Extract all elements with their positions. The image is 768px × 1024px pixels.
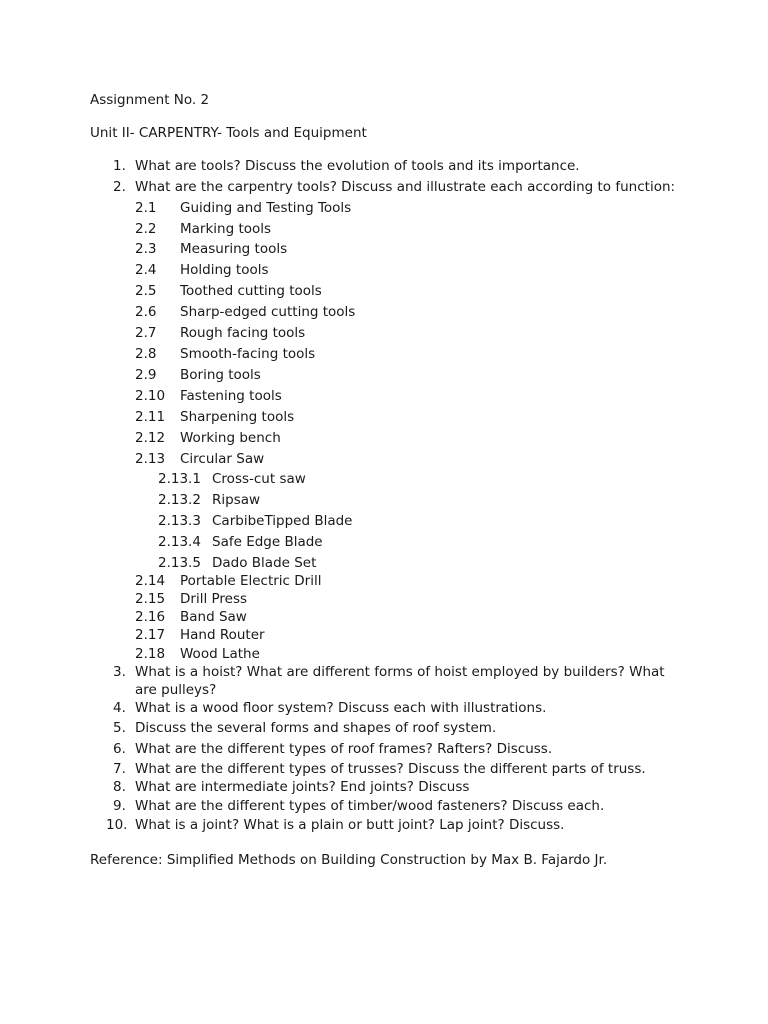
item-number: 10. (106, 817, 128, 833)
item-number: 1. (113, 158, 126, 174)
item-number: 2.10 (135, 388, 166, 404)
item-number: 2.16 (135, 609, 166, 625)
item-text: Holding tools (180, 262, 269, 278)
item-number: 2. (113, 179, 126, 195)
item-number: 2.5 (135, 283, 157, 299)
item-text: Working bench (180, 430, 281, 446)
item-number: 2.3 (135, 241, 157, 257)
list-item-continuation: are pulleys? (135, 682, 217, 698)
item-number: 2.15 (135, 591, 166, 607)
item-text: Fastening tools (180, 388, 282, 404)
item-number: 2.11 (135, 409, 166, 425)
item-number: 2.13.3 (158, 513, 201, 529)
item-text: What is a hoist? What are different forms of hoist employed by builders? What (135, 664, 665, 680)
item-number: 2.18 (135, 646, 166, 662)
item-number: 2.8 (135, 346, 157, 362)
item-number: 2.12 (135, 430, 166, 446)
item-number: 2.13 (135, 451, 166, 467)
item-text: What are tools? Discuss the evolution of tools and its importance. (135, 158, 580, 174)
item-text: Toothed cutting tools (180, 283, 322, 299)
item-number: 2.6 (135, 304, 157, 320)
item-number: 2.13.4 (158, 534, 201, 550)
item-number: 4. (113, 700, 126, 716)
item-number: 8. (113, 779, 126, 795)
item-number: 2.13.1 (158, 471, 201, 487)
item-number: 2.9 (135, 367, 157, 383)
item-text: What are the different types of timber/wood fasteners? Discuss each. (135, 798, 605, 814)
item-text: Drill Press (180, 591, 248, 607)
item-text: Portable Electric Drill (180, 573, 322, 589)
item-text: Circular Saw (180, 451, 265, 467)
item-text: Wood Lathe (180, 646, 260, 662)
assignment-title: Assignment No. 2 (90, 92, 210, 108)
item-number: 2.17 (135, 627, 166, 643)
item-text: Dado Blade Set (212, 555, 317, 571)
unit-title: Unit II- CARPENTRY- Tools and Equipment (90, 125, 367, 141)
item-text: Rough facing tools (180, 325, 306, 341)
item-text: Band Saw (180, 609, 247, 625)
item-text: Marking tools (180, 221, 272, 237)
item-number: 2.13.2 (158, 492, 201, 508)
item-number: 2.4 (135, 262, 157, 278)
item-text: Discuss the several forms and shapes of roof system. (135, 720, 497, 736)
item-text: What is a joint? What is a plain or butt joint? Lap joint? Discuss. (135, 817, 565, 833)
item-text: Hand Router (180, 627, 265, 643)
item-text: Sharpening tools (180, 409, 295, 425)
item-text: CarbibeTipped Blade (212, 513, 353, 529)
item-number: 3. (113, 664, 126, 680)
item-number: 9. (113, 798, 126, 814)
item-text: Sharp-edged cutting tools (180, 304, 356, 320)
item-number: 2.14 (135, 573, 166, 589)
item-text: Boring tools (180, 367, 261, 383)
item-number: 2.2 (135, 221, 157, 237)
item-text: What are the different types of trusses? Discuss the different parts of truss. (135, 761, 646, 777)
item-number: 5. (113, 720, 126, 736)
item-text: What are the different types of roof frames? Rafters? Discuss. (135, 741, 553, 757)
item-text: Smooth-facing tools (180, 346, 316, 362)
item-number: 2.7 (135, 325, 157, 341)
item-text: Guiding and Testing Tools (180, 200, 352, 216)
item-number: 7. (113, 761, 126, 777)
item-number: 6. (113, 741, 126, 757)
item-text: Ripsaw (212, 492, 261, 508)
item-text: What is a wood floor system? Discuss each with illustrations. (135, 700, 547, 716)
item-text: Measuring tools (180, 241, 288, 257)
item-number: 2.13.5 (158, 555, 201, 571)
item-text: Safe Edge Blade (212, 534, 323, 550)
item-text: Cross-cut saw (212, 471, 306, 487)
item-number: 2.1 (135, 200, 157, 216)
reference: Reference: Simplified Methods on Building Construction by Max B. Fajardo Jr. (90, 852, 608, 868)
item-text: What are intermediate joints? End joints? Discuss (135, 779, 470, 795)
item-text: What are the carpentry tools? Discuss and illustrate each according to function: (135, 179, 676, 195)
